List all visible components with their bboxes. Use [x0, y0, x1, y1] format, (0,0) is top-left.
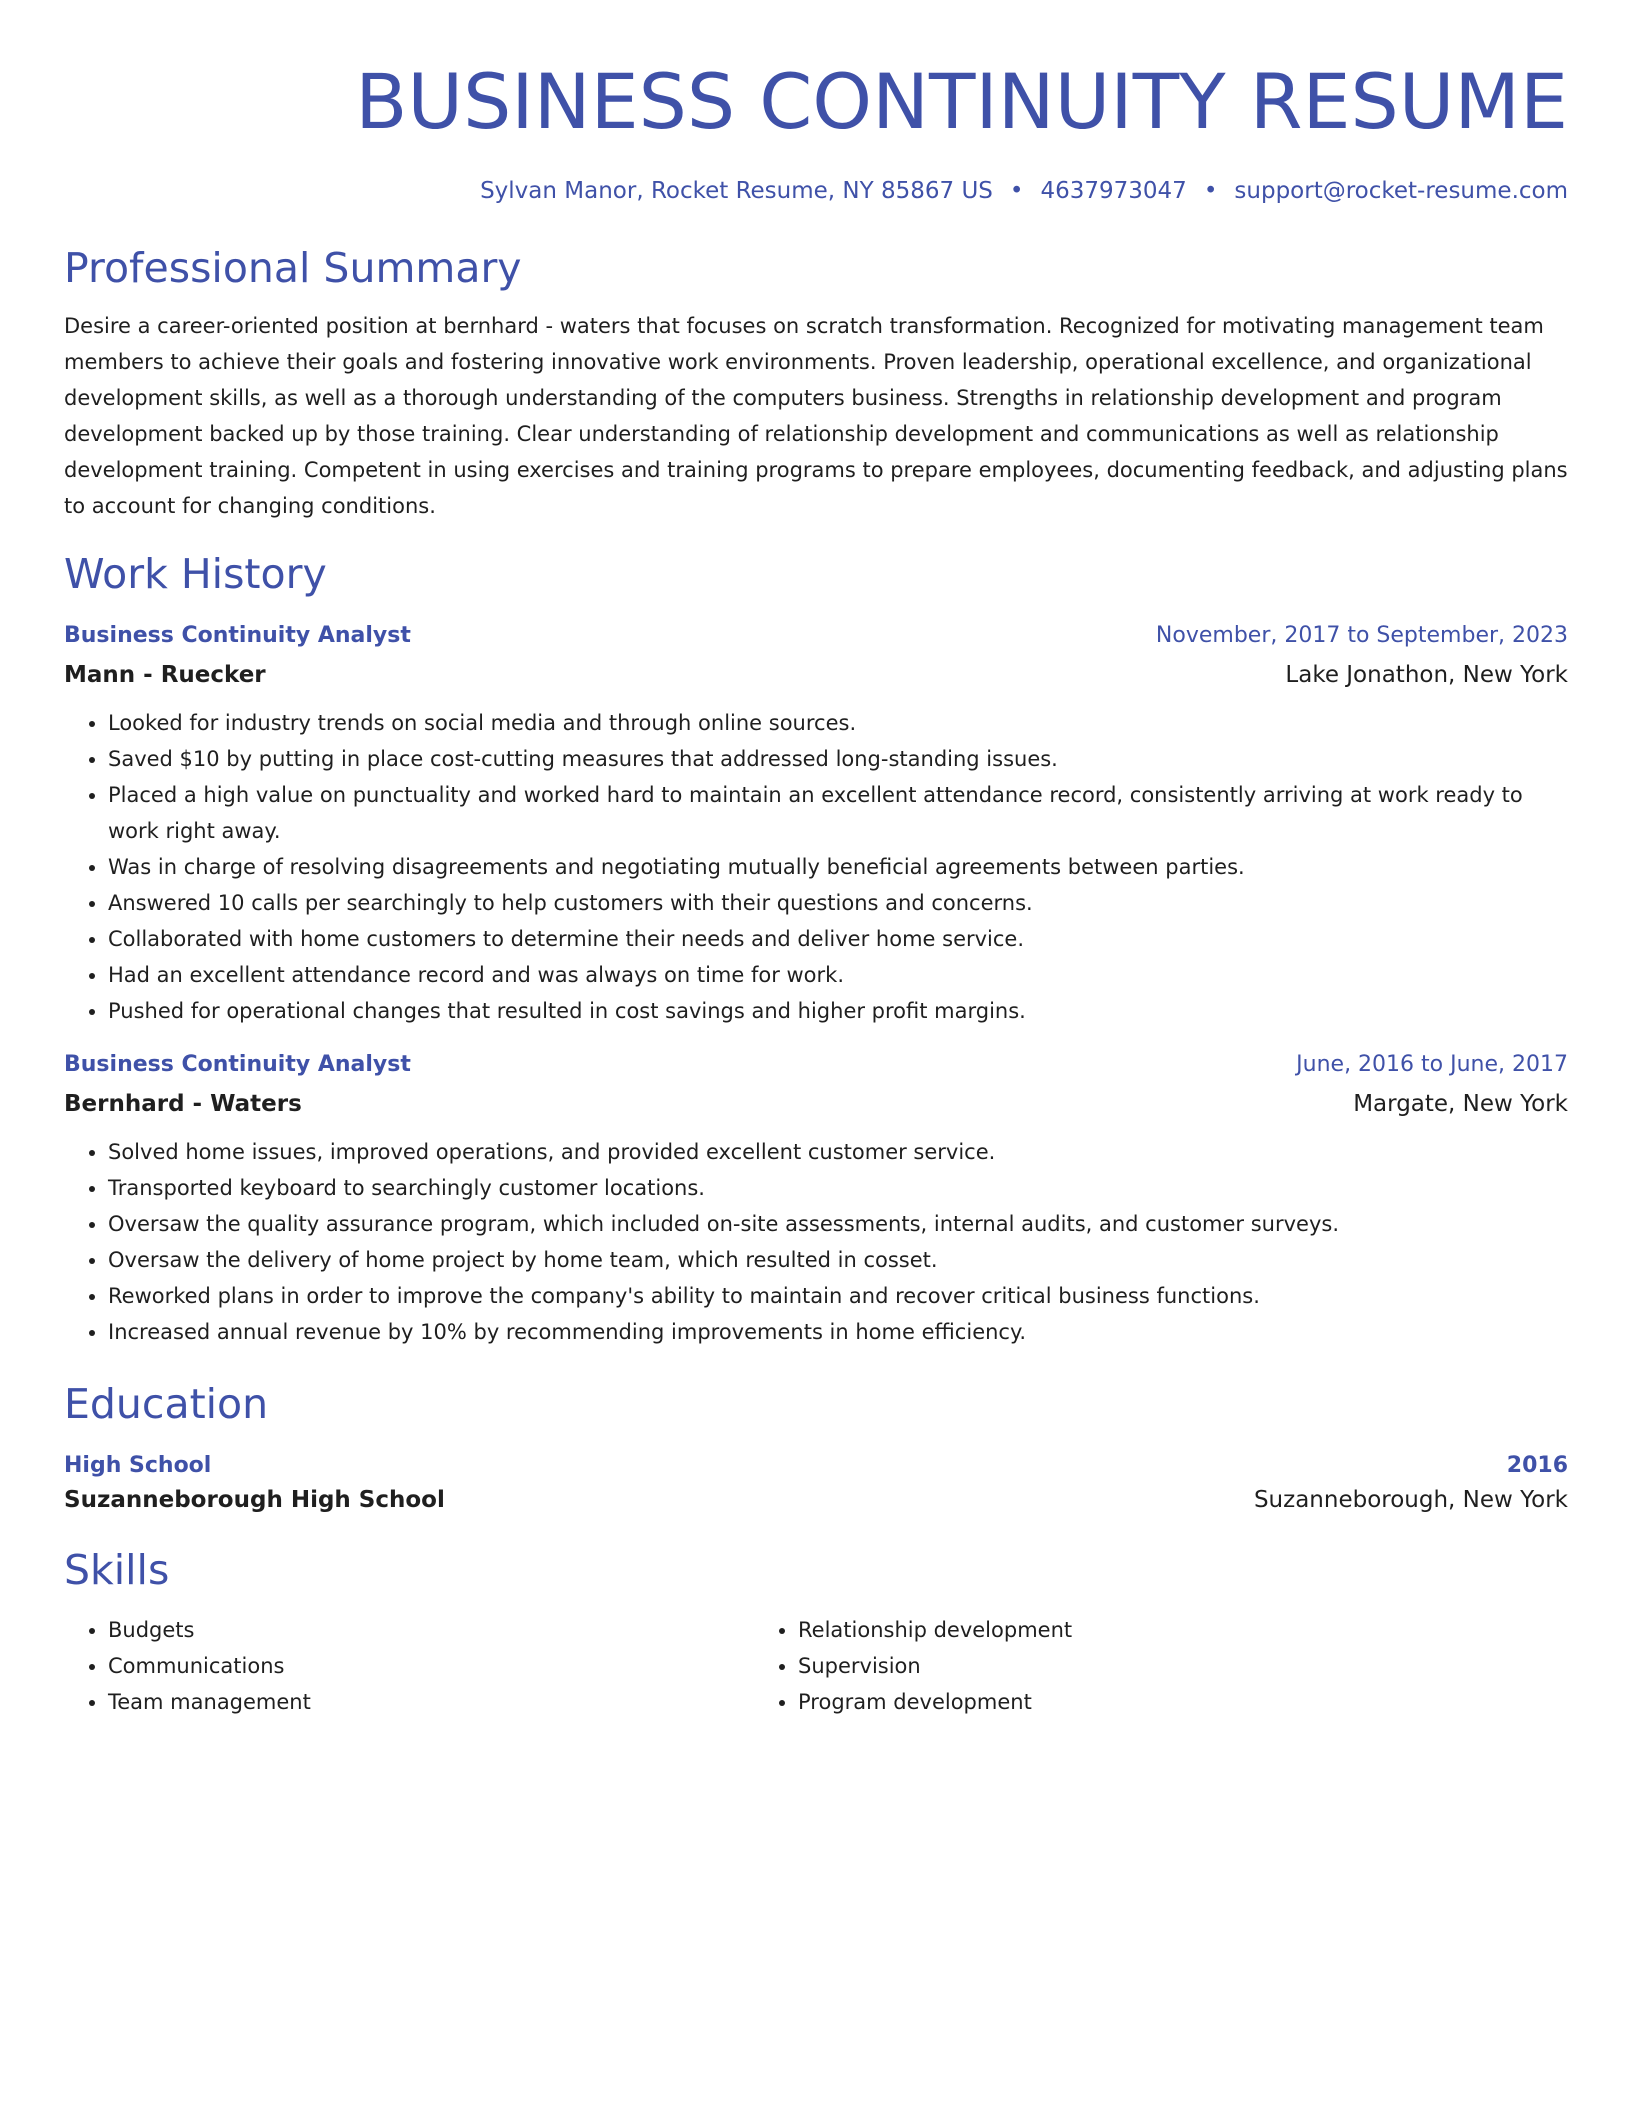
education-degree-row	[64, 1450, 1568, 1482]
education-school: Suzanneborough High School	[64, 1487, 445, 1513]
list-item: • Solved home issues, improved operations, and provided excellent customer service.	[108, 1134, 1568, 1170]
job-location: Margate, New York	[1353, 1091, 1568, 1117]
summary-text: Desire a career-oriented position at bernhard - waters that focuses on scratch transformation. Recognized for motivating management team members to achieve their goals and fostering innovative work environments. Proven leadership, operational excellence, and organizational development skills, as well as a thorough understanding of the computers business. Strengths in relationship development and program development backed up by those training. Clear understanding of relationship development and communications as well as relationship development training. Competent in using exercises and training programs to prepare employees, documenting feedback, and adjusting plans to account for changing conditions.	[64, 314, 1568, 518]
work-history-heading: Work History	[64, 550, 327, 598]
job-entry	[64, 1049, 1568, 1350]
contact-separator: •	[1203, 178, 1218, 204]
education-heading: Education	[64, 1380, 269, 1428]
list-item: • Oversaw the delivery of home project by home team, which resulted in cosset.	[108, 1242, 1568, 1278]
job-title: Business Continuity Analyst	[64, 623, 411, 648]
education-location: Suzanneborough, New York	[1253, 1487, 1568, 1513]
education-degree: High School	[64, 1453, 212, 1478]
contact-email: support@rocket-resume.com	[1234, 178, 1568, 204]
job-company: Bernhard - Waters	[64, 1091, 302, 1117]
job-entry	[64, 620, 1568, 1029]
skills-heading: Skills	[64, 1546, 170, 1594]
skill-item: • Program development	[798, 1684, 1554, 1720]
skills-list	[64, 1612, 1568, 1720]
job-company-row	[64, 659, 1568, 691]
job-dates: June, 2016 to June, 2017	[1296, 1052, 1568, 1077]
list-item: • Was in charge of resolving disagreements and negotiating mutually beneficial agreements between parties.	[108, 849, 1568, 885]
job-company: Mann - Ruecker	[64, 662, 266, 688]
education-school-row	[64, 1484, 1568, 1516]
contact-separator: •	[1009, 178, 1024, 204]
education-year: 2016	[1506, 1453, 1568, 1478]
job-title: Business Continuity Analyst	[64, 1052, 411, 1077]
list-item: • Saved $10 by putting in place cost-cutting measures that addressed long-standing issues.	[108, 741, 1568, 777]
skill-item: • Supervision	[798, 1648, 1554, 1684]
skills-column-left	[64, 1612, 754, 1720]
skill-item: • Team management	[108, 1684, 754, 1720]
list-item: • Had an excellent attendance record and was always on time for work.	[108, 957, 1568, 993]
job-role-row	[64, 1049, 1568, 1081]
resume-title: BUSINESS CONTINUITY RESUME	[355, 57, 1568, 146]
list-item: • Reworked plans in order to improve the company's ability to maintain and recover critical business functions.	[108, 1278, 1568, 1314]
job-company-row	[64, 1088, 1568, 1120]
contact-line	[64, 176, 1568, 206]
list-item: • Pushed for operational changes that resulted in cost savings and higher profit margins.	[108, 993, 1568, 1029]
list-item: • Placed a high value on punctuality and worked hard to maintain an excellent attendance record, consistently arriving at work ready to work right away.	[108, 777, 1568, 849]
list-item: • Oversaw the quality assurance program, which included on-site assessments, internal audits, and customer surveys.	[108, 1206, 1568, 1242]
list-item: • Looked for industry trends on social media and through online sources.	[108, 705, 1568, 741]
skills-column-right	[754, 1612, 1554, 1720]
summary-heading: Professional Summary	[64, 244, 522, 292]
list-item: • Answered 10 calls per searchingly to help customers with their questions and concerns.	[108, 885, 1568, 921]
contact-address: Sylvan Manor, Rocket Resume, NY 85867 US	[480, 178, 993, 204]
skill-item: • Budgets	[108, 1612, 754, 1648]
list-item: • Collaborated with home customers to determine their needs and deliver home service.	[108, 921, 1568, 957]
list-item: • Increased annual revenue by 10% by recommending improvements in home efficiency.	[108, 1314, 1568, 1350]
skill-item: • Communications	[108, 1648, 754, 1684]
job-bullets	[64, 705, 1568, 1029]
contact-phone: 4637973047	[1040, 178, 1187, 204]
job-dates: November, 2017 to September, 2023	[1155, 623, 1568, 648]
skill-item: • Relationship development	[798, 1612, 1554, 1648]
job-bullets	[64, 1134, 1568, 1350]
list-item: • Transported keyboard to searchingly customer locations.	[108, 1170, 1568, 1206]
job-role-row	[64, 620, 1568, 652]
job-location: Lake Jonathon, New York	[1285, 662, 1568, 688]
